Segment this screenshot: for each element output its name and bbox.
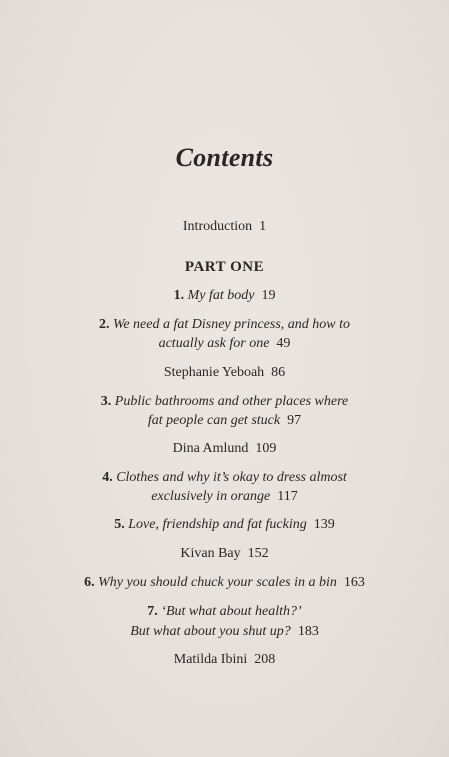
- entry-page: 139: [313, 517, 335, 532]
- entry-page: 97: [287, 413, 302, 428]
- entry-number: 1.: [173, 288, 185, 303]
- toc-entry-3-line-1: [0, 394, 449, 410]
- entry-page: 86: [271, 365, 286, 380]
- entry-page: 183: [297, 624, 319, 639]
- entry-number: 7.: [147, 604, 158, 619]
- entry-title: ‘But what about health?’: [161, 604, 302, 619]
- toc-entry-4-line-1: [0, 470, 449, 486]
- entry-title-cont: fat people can get stuck: [147, 413, 281, 428]
- introduction-page: 1: [259, 219, 267, 234]
- toc-entry-7-line-1: [0, 604, 449, 620]
- entry-number: 6.: [84, 575, 95, 590]
- toc-author-dina: [0, 441, 449, 457]
- entry-page: 117: [277, 489, 298, 504]
- author-name: Kivan Bay: [180, 546, 241, 561]
- introduction-label: Introduction: [182, 219, 253, 234]
- entry-number: 5.: [114, 517, 125, 532]
- toc-entry-2-line-1: [0, 317, 449, 333]
- entry-page: 49: [276, 336, 291, 351]
- entry-title-cont: exclusively in orange: [151, 489, 271, 504]
- author-name: Dina Amlund: [172, 441, 249, 456]
- toc-entry-2-line-2: [0, 336, 449, 352]
- toc-entry-5: [0, 517, 449, 533]
- entry-page: 152: [247, 546, 269, 561]
- entry-number: 4.: [102, 470, 113, 485]
- entry-title-cont: actually ask for one: [158, 336, 270, 351]
- entry-page: 163: [343, 575, 365, 590]
- entry-page: 109: [255, 441, 277, 456]
- toc-author-stephanie: [0, 365, 449, 381]
- entry-number: 3.: [100, 394, 112, 409]
- entry-title: Why you should chuck your scales in a bin: [98, 575, 337, 590]
- entry-title-cont: But what about you shut up?: [130, 624, 291, 639]
- toc-author-kivan: [0, 546, 449, 562]
- entry-page: 208: [254, 652, 276, 667]
- entry-title: We need a fat Disney princess, and how to: [112, 317, 351, 332]
- entry-page: 19: [261, 288, 276, 303]
- toc-entry-6: [0, 575, 449, 591]
- toc-introduction: [0, 219, 449, 235]
- toc-entry-1: [0, 288, 449, 304]
- contents-title: Contents: [175, 143, 274, 172]
- entry-title: Clothes and why it’s okay to dress almost: [116, 470, 347, 485]
- toc-author-matilda: [0, 652, 449, 668]
- toc-entry-4-line-2: [0, 489, 449, 505]
- part-one-heading: PART ONE: [184, 259, 265, 275]
- author-name: Stephanie Yeboah: [163, 365, 265, 380]
- entry-title: Public bathrooms and other places where: [114, 394, 349, 409]
- entry-number: 2.: [98, 317, 110, 332]
- entry-title: Love, friendship and fat fucking: [128, 517, 307, 532]
- toc-entry-7-line-2: [0, 624, 449, 640]
- author-name: Matilda Ibini: [173, 652, 248, 667]
- toc-entry-3-line-2: [0, 413, 449, 429]
- entry-title: My fat body: [187, 288, 255, 303]
